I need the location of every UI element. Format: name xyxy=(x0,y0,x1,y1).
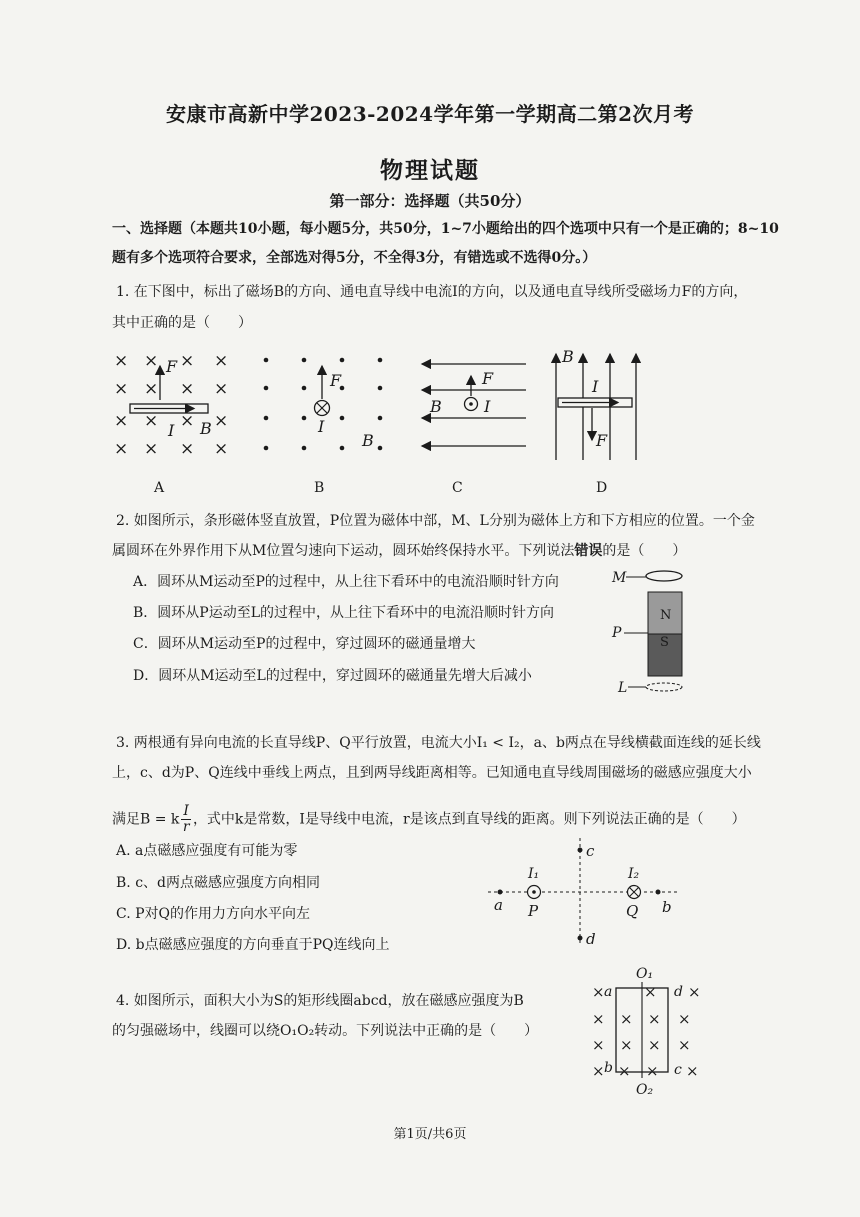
svg-text:×: × xyxy=(592,1036,605,1054)
svg-text:×: × xyxy=(144,379,159,399)
q2-label-n: N xyxy=(660,608,672,623)
svg-text:×: × xyxy=(180,351,195,371)
q2-label-p: P xyxy=(612,625,622,641)
q3-label-i1: I₁ xyxy=(528,866,540,882)
part-title: 第一部分：选择题（共50分） xyxy=(329,192,531,210)
q3-label-a: a xyxy=(494,896,503,914)
q1-label-d: D xyxy=(596,480,608,496)
q3-stem-line1: 3. 两根通有异向电流的长直导线P、Q平行放置，电流大小I₁ < I₂，a、b两点在导线横截面连线的延长线 xyxy=(116,735,761,751)
q1-figures xyxy=(100,342,680,497)
q4-stem-line2: 的匀强磁场中，线圈可以绕O₁O₂转动。下列说法中正确的是（ ） xyxy=(112,1023,539,1039)
svg-text:×: × xyxy=(180,411,195,431)
q4-coil-figure xyxy=(582,964,702,1098)
q4-label-a: a xyxy=(604,984,613,1000)
svg-text:F: F xyxy=(330,371,342,390)
svg-text:B: B xyxy=(200,419,212,438)
q4-label-d: d xyxy=(674,984,683,1000)
q1-label-c: C xyxy=(452,480,463,496)
q2-option-b: B．圆环从P运动至L的过程中，从上往下看环中的电流沿顺时针方向 xyxy=(133,605,555,621)
school-title: 安康市高新中学2023-2024学年第一学期高二第2次月考 xyxy=(165,102,695,126)
q3-label-d: d xyxy=(586,930,596,948)
svg-text:×: × xyxy=(214,351,229,371)
q3-option-a: A. a点磁感应强度有可能为零 xyxy=(116,843,298,859)
q2-label-s: S xyxy=(660,635,669,650)
q3-formula-fraction xyxy=(181,804,191,835)
q3-formula-rest: ，式中k是常数，I是导线中电流，r是该点到直导线的距离。则下列说法正确的是（ ） xyxy=(192,811,746,828)
q1-figure-d xyxy=(556,347,636,460)
q2-stem-emphasis: 错误 xyxy=(574,543,603,559)
q4-label-o2: O₂ xyxy=(636,1082,654,1098)
svg-text:B: B xyxy=(562,347,574,366)
q2-label-m: M xyxy=(612,570,627,586)
q1-stem-line1: 1. 在下图中，标出了磁场B的方向、通电直导线中电流I的方向，以及通电直导线所受磁场力F的方向， xyxy=(116,284,748,300)
svg-text:×: × xyxy=(214,411,229,431)
svg-text:×: × xyxy=(618,1062,631,1080)
svg-text:×: × xyxy=(686,1062,699,1080)
q2-stem-text: 属圆环在外界作用下从M位置匀速向下运动，圆环始终保持水平。下列说法 xyxy=(112,543,575,559)
section-intro-line2: 题有多个选项符合要求，全部选对得5分，不全得3分，有错选或不选得0分。） xyxy=(112,250,597,266)
svg-text:×: × xyxy=(114,411,129,431)
subject-title: 物理试题 xyxy=(380,157,480,184)
q1-figure-b xyxy=(264,358,383,451)
q3-fraction-denominator: r xyxy=(182,819,190,835)
q1-figure-c xyxy=(422,364,526,446)
q2-option-c: C．圆环从M运动至P的过程中，穿过圆环的磁通量增大 xyxy=(133,636,476,652)
q2-stem-line1: 2. 如图所示，条形磁体竖直放置，P位置为磁体中部，M、L分别为磁体上方和下方相应的位置。一个金 xyxy=(116,513,755,529)
svg-text:×: × xyxy=(648,1036,661,1054)
q3-fraction-numerator: I xyxy=(183,803,189,819)
svg-text:×: × xyxy=(144,411,159,431)
q4-stem-line1: 4. 如图所示，面积大小为S的矩形线圈abcd，放在磁感应强度为B xyxy=(116,993,524,1009)
svg-text:×: × xyxy=(144,351,159,371)
q2-magnet-figure xyxy=(606,564,716,698)
svg-text:B: B xyxy=(430,397,442,416)
q2-option-d: D．圆环从M运动至L的过程中，穿过圆环的磁通量先增大后减小 xyxy=(133,668,532,684)
q3-label-c: c xyxy=(586,842,595,860)
q3-stem-line3 xyxy=(112,804,746,835)
q3-label-i2: I₂ xyxy=(628,866,640,882)
svg-text:×: × xyxy=(620,1010,633,1028)
svg-text:×: × xyxy=(114,379,129,399)
svg-text:F: F xyxy=(596,431,608,450)
svg-text:×: × xyxy=(180,379,195,399)
q3-option-d: D. b点磁感应强度的方向垂直于PQ连线向上 xyxy=(116,937,390,953)
section-intro-line1: 一、选择题（本题共10小题，每小题5分，共50分，1~7小题给出的四个选项中只有一个是正确的；8~10 xyxy=(112,221,779,237)
q3-formula-lhs: 满足B = k xyxy=(112,811,180,828)
svg-text:×: × xyxy=(678,1010,691,1028)
q3-option-c: C. P对Q的作用力方向水平向左 xyxy=(116,906,311,922)
svg-text:×: × xyxy=(644,983,657,1001)
q3-label-q: Q xyxy=(626,902,639,920)
q4-label-b: b xyxy=(604,1060,613,1076)
svg-text:×: × xyxy=(114,439,129,459)
page-number: 第1页/共6页 xyxy=(393,1127,467,1142)
svg-text:B: B xyxy=(362,431,374,450)
svg-text:×: × xyxy=(592,1062,605,1080)
svg-text:I: I xyxy=(168,421,175,440)
q3-label-p: P xyxy=(528,902,539,920)
svg-text:×: × xyxy=(592,1010,605,1028)
svg-text:×: × xyxy=(592,983,605,1001)
svg-text:×: × xyxy=(144,439,159,459)
svg-text:×: × xyxy=(646,1062,659,1080)
q3-wires-figure xyxy=(484,834,684,952)
q1-label-a: A xyxy=(154,480,165,496)
svg-text:×: × xyxy=(648,1010,661,1028)
svg-text:I: I xyxy=(484,397,491,416)
svg-text:×: × xyxy=(214,379,229,399)
svg-text:×: × xyxy=(180,439,195,459)
q2-stem-tail: 的是（ ） xyxy=(602,543,687,559)
svg-text:×: × xyxy=(620,1036,633,1054)
q3-label-b: b xyxy=(662,898,672,916)
q2-stem-line2 xyxy=(112,541,686,561)
q4-label-o1: O₁ xyxy=(636,966,654,982)
q4-label-c: c xyxy=(674,1062,682,1078)
svg-text:I: I xyxy=(592,377,599,396)
svg-text:F: F xyxy=(482,369,494,388)
q1-stem-line2: 其中正确的是（ ） xyxy=(112,315,252,331)
q1-figure-a xyxy=(114,351,228,459)
svg-text:×: × xyxy=(678,1036,691,1054)
svg-text:F: F xyxy=(166,357,178,376)
svg-text:I: I xyxy=(318,417,325,436)
q3-stem-line2: 上，c、d为P、Q连线中垂线上两点，且到两导线距离相等。已知通电直导线周围磁场的磁感应强度大小 xyxy=(112,765,752,781)
q2-label-l: L xyxy=(618,680,628,696)
svg-text:×: × xyxy=(114,351,129,371)
svg-text:×: × xyxy=(214,439,229,459)
q2-option-a: A．圆环从M运动至P的过程中，从上往下看环中的电流沿顺时针方向 xyxy=(133,574,559,590)
q1-label-b: B xyxy=(314,480,325,496)
svg-text:×: × xyxy=(688,983,701,1001)
q3-option-b: B. c、d两点磁感应强度方向相同 xyxy=(116,875,320,891)
